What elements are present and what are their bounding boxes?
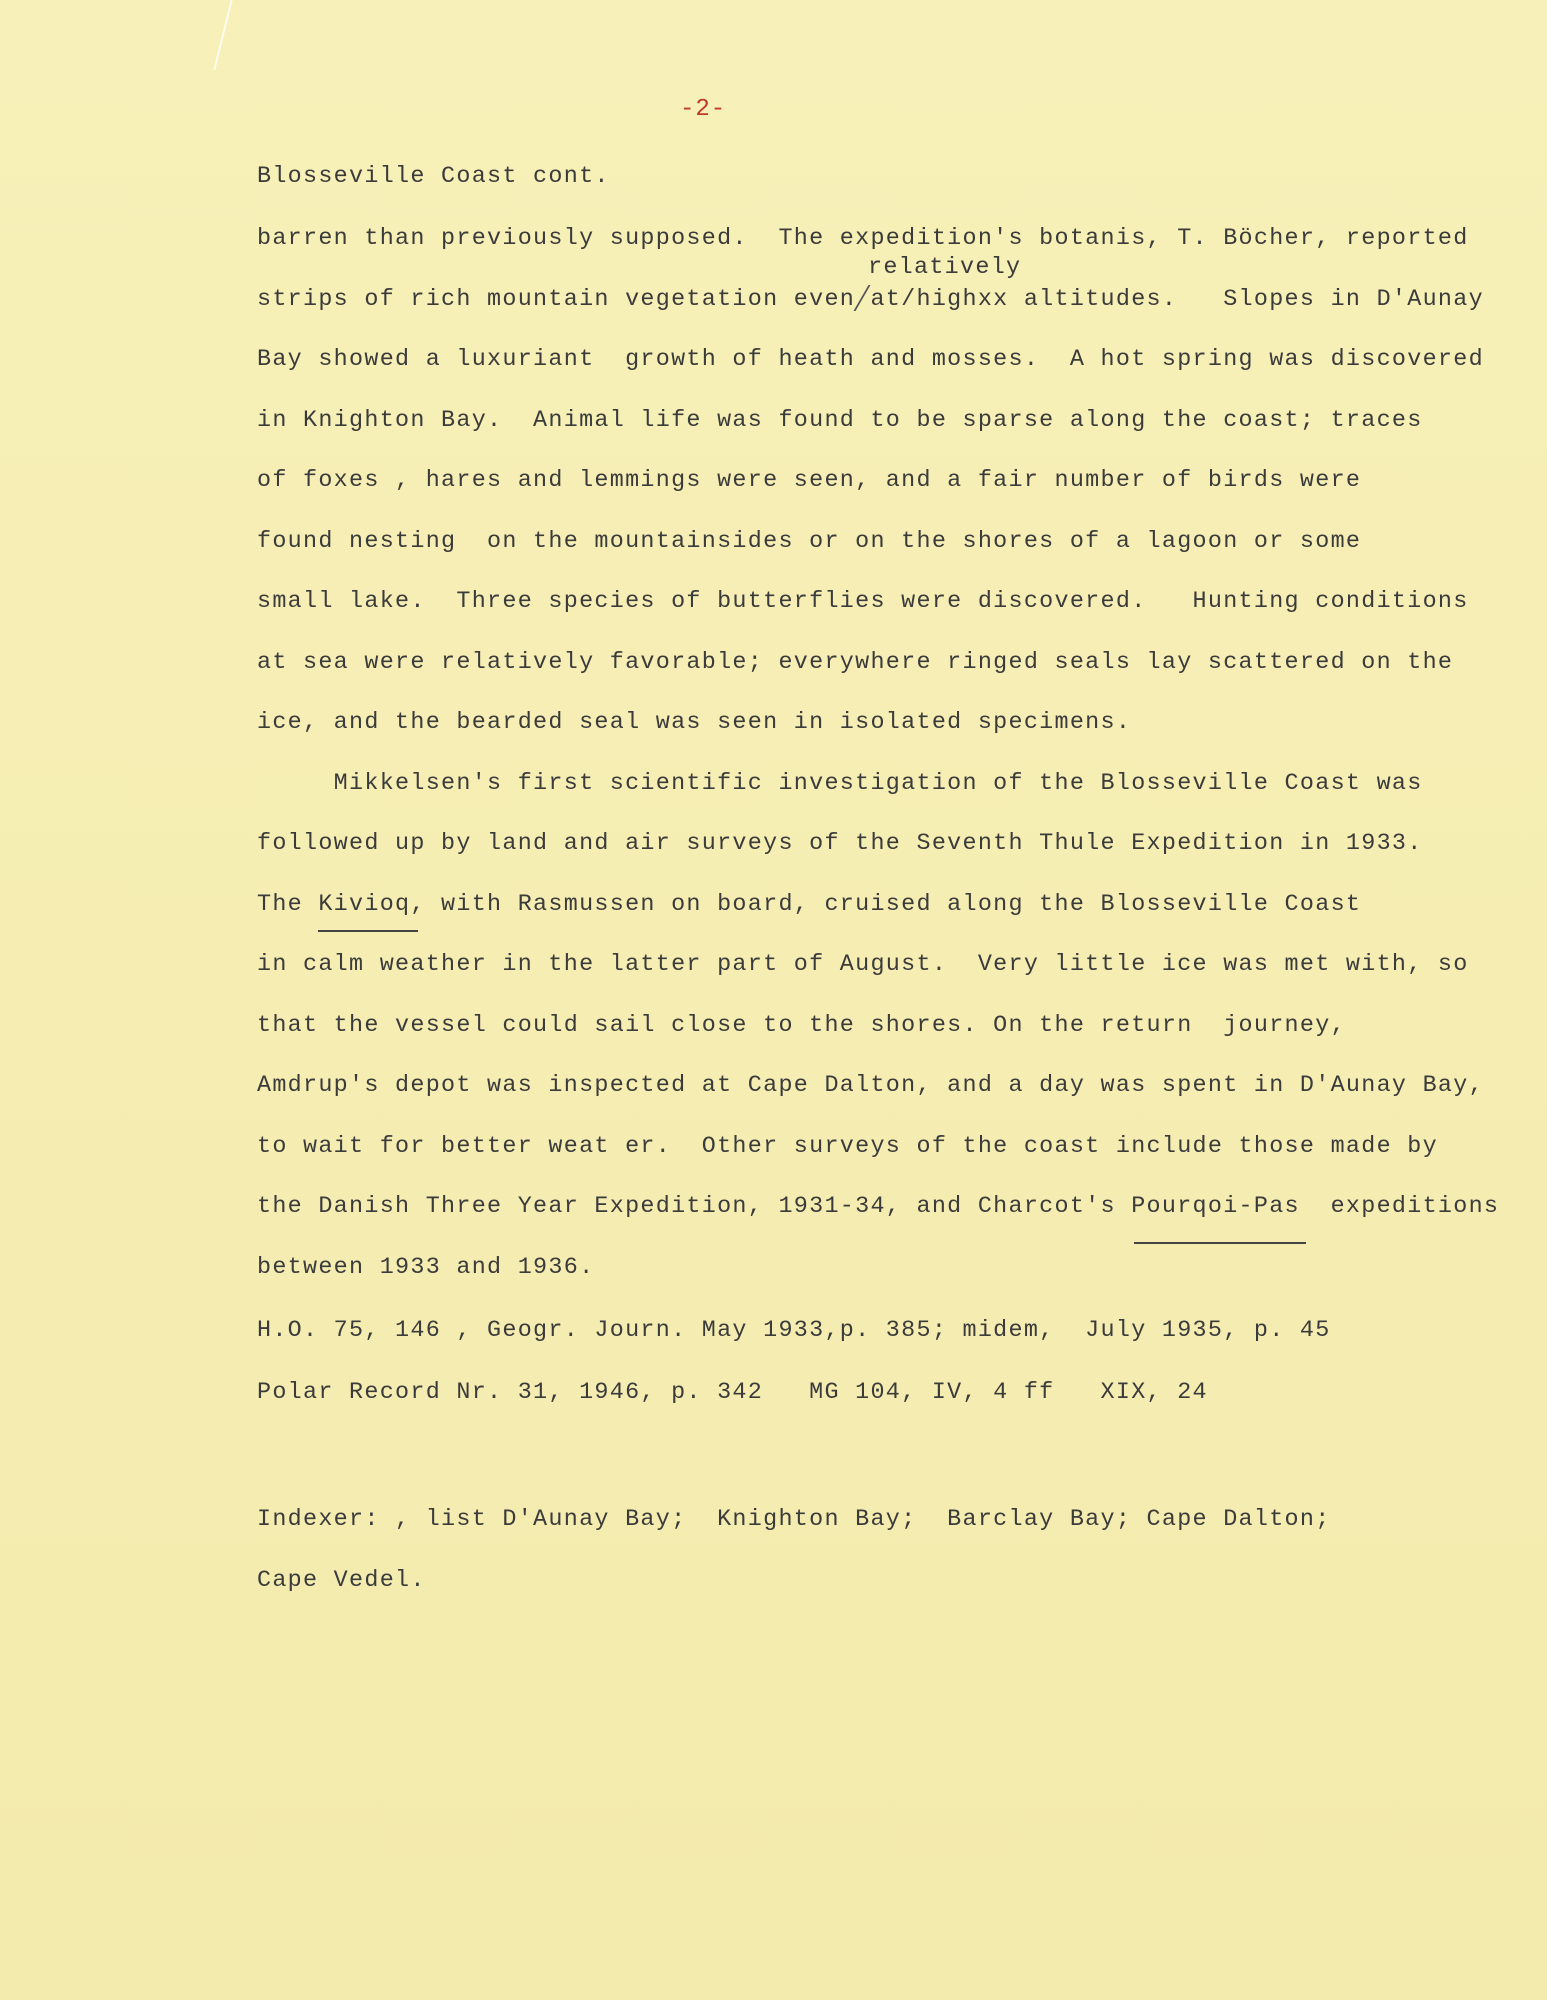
body-line-16: to wait for better weat er. Other surveys of the coast include those made by: [257, 1134, 1438, 1160]
body-line-4: in Knighton Bay. Animal life was found to be sparse along the coast; traces: [257, 408, 1423, 434]
body-line-13: in calm weather in the latter part of August. Very little ice was met with, so: [257, 952, 1469, 978]
body-line-1: barren than previously supposed. The expedition's botanis, T. Böcher, reported: [257, 226, 1469, 252]
body-line-2: strips of rich mountain vegetation even at/highxx altitudes. Slopes in D'Aunay: [257, 287, 1484, 313]
interlinear-insertion: relatively: [868, 255, 1022, 281]
body-line-10: Mikkelsen's first scientific investigation of the Blosseville Coast was: [257, 771, 1423, 797]
indexer-line-1: Indexer: , list D'Aunay Bay; Knighton Bay; Barclay Bay; Cape Dalton;: [257, 1507, 1331, 1533]
underline-kivioq: [318, 930, 418, 932]
body-line-18: between 1933 and 1936.: [257, 1255, 595, 1281]
body-line-5: of foxes , hares and lemmings were seen, and a fair number of birds were: [257, 468, 1362, 494]
body-line-15: Amdrup's depot was inspected at Cape Dalton, and a day was spent in D'Aunay Bay,: [257, 1073, 1484, 1099]
body-line-14: that the vessel could sail close to the shores. On the return journey,: [257, 1013, 1346, 1039]
body-line-7: small lake. Three species of butterflies were discovered. Hunting conditions: [257, 589, 1469, 615]
indexer-line-2: Cape Vedel.: [257, 1568, 426, 1594]
corner-fold-mark: [213, 0, 272, 70]
page-number: -2-: [680, 96, 727, 123]
body-line-9: ice, and the bearded seal was seen in isolated specimens.: [257, 710, 1132, 736]
body-line-6: found nesting on the mountainsides or on the shores of a lagoon or some: [257, 529, 1362, 555]
body-line-8: at sea were relatively favorable; everywhere ringed seals lay scattered on the: [257, 650, 1454, 676]
section-heading: Blosseville Coast cont.: [257, 164, 610, 190]
body-line-12: The Kivioq, with Rasmussen on board, cruised along the Blosseville Coast: [257, 892, 1362, 918]
body-line-11: followed up by land and air surveys of the Seventh Thule Expedition in 1933.: [257, 831, 1423, 857]
body-line-3: Bay showed a luxuriant growth of heath and mosses. A hot spring was discovered: [257, 347, 1484, 373]
reference-line-1: H.O. 75, 146 , Geogr. Journ. May 1933,p. 385; midem, July 1935, p. 45: [257, 1318, 1331, 1344]
reference-line-2: Polar Record Nr. 31, 1946, p. 342 MG 104, IV, 4 ff XIX, 24: [257, 1380, 1208, 1406]
body-line-17: the Danish Three Year Expedition, 1931-34, and Charcot's Pourqoi-Pas expeditions: [257, 1194, 1500, 1220]
underline-pourqoi-pas: [1134, 1242, 1306, 1244]
